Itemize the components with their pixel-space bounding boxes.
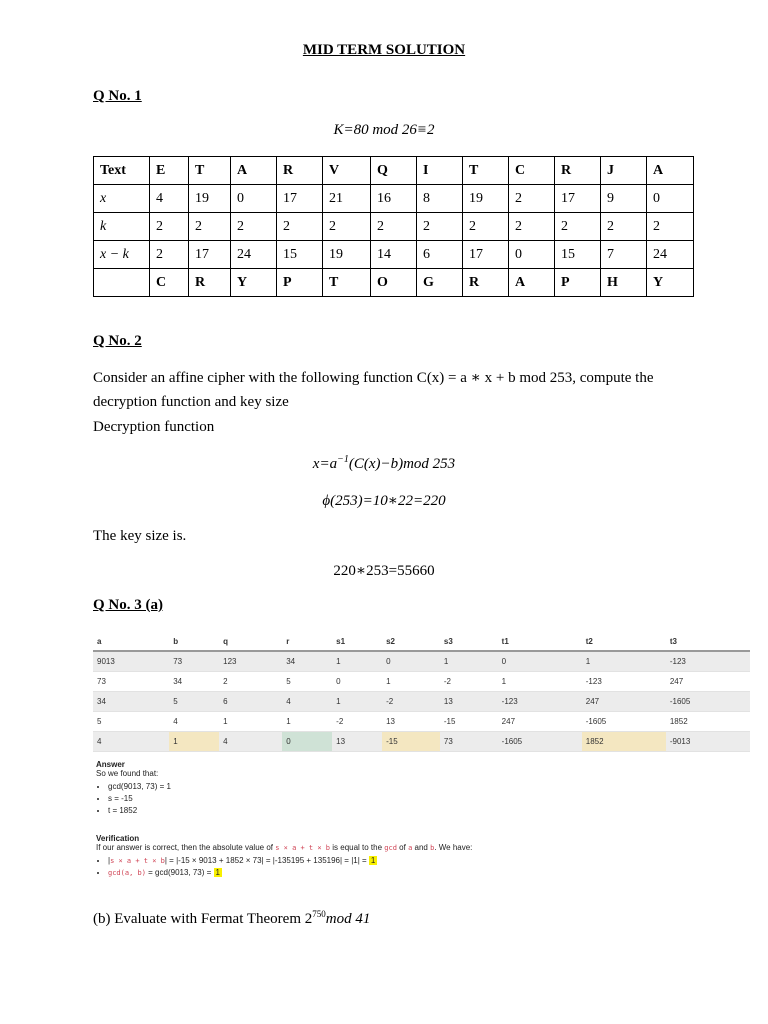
eq-superscript: −1 [337,454,349,465]
q1-cell: 2 [601,213,647,241]
q1-cipher-table [93,156,694,297]
text: mod 41 [325,911,371,927]
q1-cell: T [189,157,231,185]
table-cell: -123 [498,692,582,712]
text: of [396,843,409,852]
column-header: b [169,632,219,651]
table-cell: 13 [332,732,382,752]
q1-row [94,157,694,185]
table-cell: 9013 [93,651,169,672]
table-cell: 5 [93,712,169,732]
answer-item: • t = 1852 [108,806,746,815]
q1-cell: Q [371,157,417,185]
table-cell: 73 [169,651,219,672]
q1-row [94,269,694,297]
q1-cell: R [277,157,323,185]
q1-cell: 17 [189,241,231,269]
table-cell: 5 [282,672,332,692]
q1-cell: 9 [601,185,647,213]
q1-row-head: k [94,213,150,241]
q2-keysize-equation: 220∗253=55660 [333,563,435,579]
table-cell: -15 [440,712,498,732]
q3-heading: Q No. 3 (a) [93,597,163,613]
column-header: a [93,632,169,651]
table-cell: 1 [582,651,666,672]
answer-item: • gcd(9013, 73) = 1 [108,782,746,791]
text: is equal to the [330,843,385,852]
q1-cell: 4 [150,185,189,213]
table-cell: 0 [282,732,332,752]
text: If our answer is correct, then the absolute value of [96,843,276,852]
table-cell: 73 [93,672,169,692]
table-cell: 34 [169,672,219,692]
q1-cell: 2 [463,213,509,241]
q1-cell: 0 [509,241,555,269]
table-cell: 1 [219,712,282,732]
q1-cell: 2 [371,213,417,241]
q1-cell: A [231,157,277,185]
q1-cell: 19 [463,185,509,213]
text: . We have: [434,843,473,852]
answer-list [96,782,746,815]
q1-cell: R [463,269,509,297]
exponent: 750 [312,909,326,919]
q2-phi-equation: ϕ(253)=10∗22=220 [322,493,446,509]
table-cell: 123 [219,651,282,672]
table-cell: -1605 [498,732,582,752]
q1-row [94,213,694,241]
eq-part: x=a [312,456,338,472]
q1-cell: 17 [277,185,323,213]
extended-euclid-table [93,632,750,752]
q1-cell: G [417,269,463,297]
q1-cell: 15 [277,241,323,269]
q1-cell: 2 [231,213,277,241]
q1-cell: 2 [189,213,231,241]
q1-cell: R [555,157,601,185]
table-row [93,692,750,712]
q1-cell: 2 [150,241,189,269]
column-header: q [219,632,282,651]
table-cell: 1 [332,692,382,712]
table-row [93,672,750,692]
q1-cell: C [509,157,555,185]
q1-row-head: x − k [94,241,150,269]
text: = |-15 × 9013 + 1852 × 73| = |-135195 + 135196| = |1| = [166,856,369,865]
q1-row-head: Text [94,157,150,185]
q2-heading: Q No. 2 [93,333,142,349]
q1-cell: 19 [323,241,371,269]
column-header: t2 [582,632,666,651]
answer-block [96,760,746,818]
q1-row-head: x [94,185,150,213]
q1-cell: 21 [323,185,371,213]
column-header: s2 [382,632,440,651]
table-cell: 2 [219,672,282,692]
table-cell: -123 [666,651,750,672]
q1-row [94,241,694,269]
q1-cell: C [150,269,189,297]
table-cell: 13 [382,712,440,732]
q1-cell: A [647,157,694,185]
q1-cell: 8 [417,185,463,213]
q1-row [94,185,694,213]
q1-cell: T [323,269,371,297]
q1-cell: 2 [509,213,555,241]
column-header: s1 [332,632,382,651]
q1-cell: 24 [647,241,694,269]
answer-intro: So we found that: [96,769,159,778]
verification-label: Verification [96,834,140,843]
q1-cell: O [371,269,417,297]
code: s × a + t × b [275,844,331,852]
q1-cell: V [323,157,371,185]
q1-cell: H [601,269,647,297]
q1-cell: Y [647,269,694,297]
table-cell: 4 [282,692,332,712]
q1-cell: 2 [323,213,371,241]
q1-cell: 2 [509,185,555,213]
q1-cell: 2 [277,213,323,241]
table-cell: -123 [582,672,666,692]
table-cell: 4 [93,732,169,752]
page-title: MID TERM SOLUTION [302,42,466,58]
q1-cell: P [277,269,323,297]
table-cell: -1605 [582,712,666,732]
verification-item [108,868,756,877]
q1-cell: 24 [231,241,277,269]
verification-block [96,834,756,880]
q1-cell: J [601,157,647,185]
column-header: s3 [440,632,498,651]
table-cell: 247 [582,692,666,712]
q1-equation: K=80 mod 26≡2 [333,122,435,138]
table-cell: 1 [440,651,498,672]
table-row [93,732,750,752]
table-cell: -15 [382,732,440,752]
table-cell: 1852 [666,712,750,732]
q1-cell: 2 [150,213,189,241]
code: b [430,844,435,852]
q1-table-wrap [93,156,694,297]
text: and [412,843,431,852]
table-cell: 4 [219,732,282,752]
table-cell: 73 [440,732,498,752]
table-cell: 0 [332,672,382,692]
q1-cell: 6 [417,241,463,269]
table-cell: 1852 [582,732,666,752]
table-cell: 1 [169,732,219,752]
q1-cell: 17 [555,185,601,213]
table-cell: 247 [498,712,582,732]
table-cell: 34 [282,651,332,672]
table-cell: -2 [332,712,382,732]
q1-cell: 0 [231,185,277,213]
column-header: r [282,632,332,651]
verification-item: • |s × a + t × b| = |-15 × 9013 + 1852 × 73| = |-135195 + 135196| = |1| = 1 [108,856,756,865]
q1-cell: 2 [417,213,463,241]
table-cell: 0 [498,651,582,672]
table-cell: -2 [440,672,498,692]
code: gcd(a, b) [108,869,146,877]
table-cell: 0 [382,651,440,672]
result-highlight: 1 [215,868,220,877]
q1-cell: 2 [647,213,694,241]
code: s × a + t × b [110,857,165,865]
table-cell: -1605 [666,692,750,712]
q1-cell: 7 [601,241,647,269]
q2-decryption-equation [0,454,768,473]
q1-cell: A [509,269,555,297]
column-header: t3 [666,632,750,651]
table-cell: 1 [498,672,582,692]
table-cell: 13 [440,692,498,712]
q1-heading: Q No. 1 [93,88,142,104]
text: = gcd(9013, 73) = [145,868,214,877]
verification-text [96,843,756,852]
table-row [93,651,750,672]
q1-cell: 17 [463,241,509,269]
q1-cell: T [463,157,509,185]
q1-cell: 19 [189,185,231,213]
table-cell: 247 [666,672,750,692]
q3b-text [93,902,370,931]
q1-cell: 14 [371,241,417,269]
q1-cell: E [150,157,189,185]
column-header: t1 [498,632,582,651]
q1-cell: 0 [647,185,694,213]
q1-cell: 16 [371,185,417,213]
q2-problem-text: Consider an affine cipher with the following function C(x) = a ∗ x + b mod 253, compute the decryption function and key size [93,370,654,410]
eq-part: (C(x)−b)mod 253 [348,456,456,472]
table-cell: 6 [219,692,282,712]
answer-label: Answer [96,760,125,769]
euclid-table-screenshot [93,632,750,752]
q1-cell: I [417,157,463,185]
table-cell: -9013 [666,732,750,752]
code: a [408,844,413,852]
q1-cell: P [555,269,601,297]
result-highlight: 1 [370,856,376,865]
table-cell: 1 [382,672,440,692]
table-cell: 5 [169,692,219,712]
q1-cell: R [189,269,231,297]
table-row [93,712,750,732]
table-cell: 1 [332,651,382,672]
verification-list [96,856,756,877]
answer-item: • s = -15 [108,794,746,803]
table-cell: 1 [282,712,332,732]
text: (b) Evaluate with Fermat Theorem 2 [93,911,313,927]
q2-keysize-label: The key size is. [93,528,187,544]
q1-cell: Y [231,269,277,297]
table-cell: -2 [382,692,440,712]
q2-decryption-label: Decryption function [93,419,215,435]
table-cell: 4 [169,712,219,732]
table-cell: 34 [93,692,169,712]
code: gcd [384,844,397,852]
q1-row-head [94,269,150,297]
q1-cell: 2 [555,213,601,241]
q1-cell: 15 [555,241,601,269]
